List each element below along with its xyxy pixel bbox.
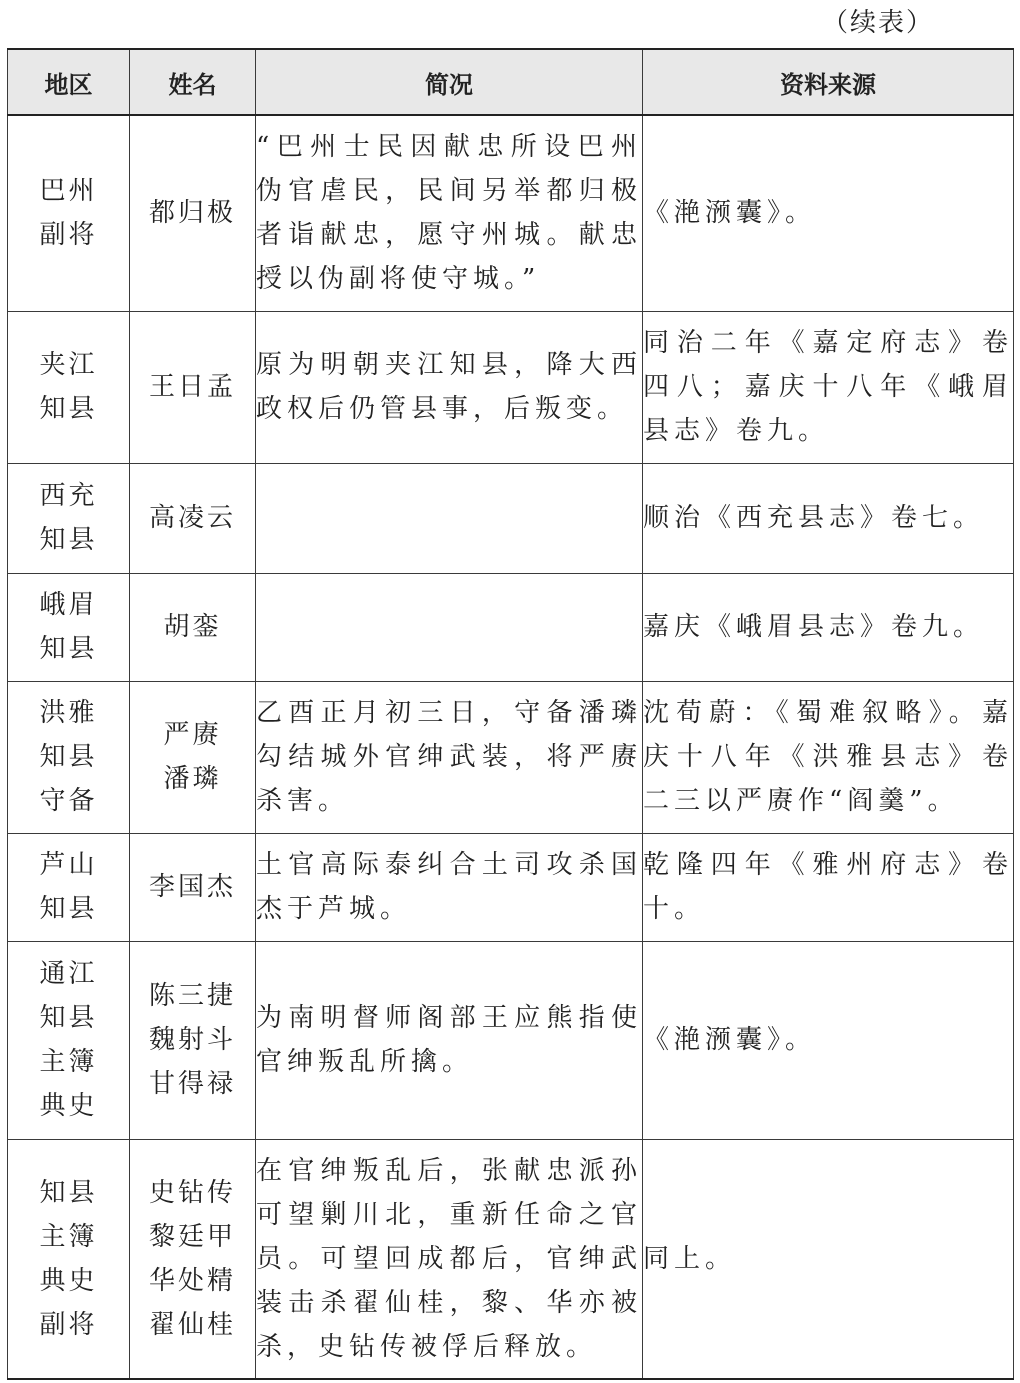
brief-cell: [256, 573, 643, 681]
brief-cell: 在官绅叛乱后，张献忠派孙可望剿川北，重新任命之官员。可望回成都后，官绅武装击杀翟仙桂，黎、华亦被杀，史钻传被俘后释放。: [256, 1139, 643, 1379]
name-cell: 陈三捷 魏射斗 甘得禄: [130, 941, 256, 1139]
brief-cell: “巴州士民因献忠所设巴州伪官虐民，民间另举都归极者诣献忠，愿守州城。献忠授以伪副将使守城。”: [256, 115, 643, 311]
name-cell: 严赓 潘璘: [130, 681, 256, 833]
brief-cell: [256, 463, 643, 573]
source-cell: 顺治《西充县志》卷七。: [643, 463, 1014, 573]
source-cell: 嘉庆《峨眉县志》卷九。: [643, 573, 1014, 681]
table-row: [8, 115, 1014, 311]
brief-cell: 乙酉正月初三日，守备潘璘勾结城外官绅武装，将严赓杀害。: [256, 681, 643, 833]
table-row: [8, 573, 1014, 681]
brief-cell: 原为明朝夹江知县，降大西政权后仍管县事，后叛变。: [256, 311, 643, 463]
region-cell: 芦山 知县: [8, 833, 130, 941]
table-row: [8, 463, 1014, 573]
source-cell: 《滟滪囊》。: [643, 115, 1014, 311]
table-row: [8, 833, 1014, 941]
name-cell: 李国杰: [130, 833, 256, 941]
name-cell: 高凌云: [130, 463, 256, 573]
brief-cell: 为南明督师阁部王应熊指使官绅叛乱所擒。: [256, 941, 643, 1139]
region-cell: 峨眉 知县: [8, 573, 130, 681]
source-cell: 《滟滪囊》。: [643, 941, 1014, 1139]
region-cell: 通江 知县 主簿 典史: [8, 941, 130, 1139]
table-row: [8, 311, 1014, 463]
header-name: 姓名: [130, 49, 256, 115]
table-row: [8, 941, 1014, 1139]
name-cell: 王日孟: [130, 311, 256, 463]
table-row: [8, 1139, 1014, 1379]
region-cell: 西充 知县: [8, 463, 130, 573]
region-cell: 知县 主簿 典史 副将: [8, 1139, 130, 1379]
region-cell: 巴州 副将: [8, 115, 130, 311]
header-source: 资料来源: [643, 49, 1014, 115]
source-cell: 同治二年《嘉定府志》卷四八；嘉庆十八年《峨眉县志》卷九。: [643, 311, 1014, 463]
header-brief: 简况: [256, 49, 643, 115]
brief-cell: 土官高际泰纠合土司攻杀国杰于芦城。: [256, 833, 643, 941]
header-region: 地区: [8, 49, 130, 115]
name-cell: 都归极: [130, 115, 256, 311]
name-cell: 胡銮: [130, 573, 256, 681]
continued-label: （续表）: [821, 8, 934, 38]
region-cell: 洪雅 知县 守备: [8, 681, 130, 833]
officials-table: [7, 48, 1014, 1380]
header-row: [8, 49, 1014, 115]
source-cell: 同上。: [643, 1139, 1014, 1379]
region-cell: 夹江 知县: [8, 311, 130, 463]
table-row: [8, 681, 1014, 833]
source-cell: 乾隆四年《雅州府志》卷十。: [643, 833, 1014, 941]
name-cell: 史钻传 黎廷甲 华处精 翟仙桂: [130, 1139, 256, 1379]
source-cell: 沈荀蔚：《蜀难叙略》。嘉庆十八年《洪雅县志》卷二三以严赓作“阎羹”。: [643, 681, 1014, 833]
